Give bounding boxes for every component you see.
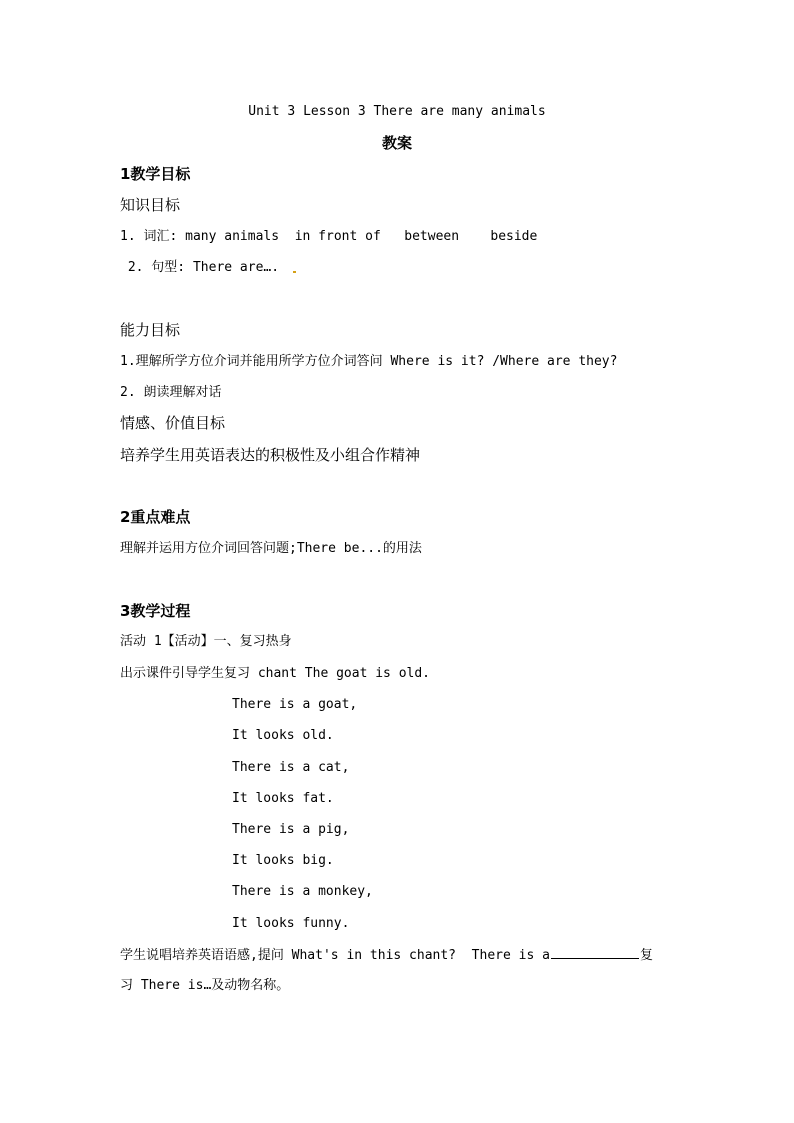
closing-tail: 复 <box>639 948 653 963</box>
closing-text: 学生说唱培养英语语感,提问 What's in this chant? There is a <box>120 948 550 963</box>
closing-line-2: 习 There is…及动物名称。 <box>120 978 290 993</box>
ability-label: 能力目标 <box>120 321 181 339</box>
chant-line: It looks funny. <box>232 916 350 931</box>
emotion-text: 培养学生用英语表达的积极性及小组合作精神 <box>120 446 421 464</box>
chant-line: It looks fat. <box>232 791 334 806</box>
pattern-line <box>120 259 296 277</box>
mark-dot <box>293 271 296 273</box>
ability-item-1: 1.理解所学方位介词并能用所学方位介词答问 Where is it? /Where are they? <box>120 354 618 369</box>
pattern-text: 2. 句型: There are…. <box>120 260 280 275</box>
chant-line: It looks big. <box>232 853 334 868</box>
intro-line: 出示课件引导学生复习 chant The goat is old. <box>120 666 431 681</box>
knowledge-label: 知识目标 <box>120 196 181 214</box>
ability-item-2: 2. 朗读理解对话 <box>120 385 222 400</box>
emotion-label: 情感、价值目标 <box>120 414 226 432</box>
chant-line: It looks old. <box>232 728 334 743</box>
chant-line: There is a pig, <box>232 822 350 837</box>
section3-heading: 3教学过程 <box>120 602 191 620</box>
answer-blank <box>551 946 639 959</box>
vocab-line: 1. 词汇: many animals in front of between beside <box>120 229 538 244</box>
document-subtitle: 教案 <box>381 134 412 152</box>
chant-line: There is a monkey, <box>232 884 373 899</box>
section2-text: 理解并运用方位介词回答问题;There be...的用法 <box>120 541 422 556</box>
activity-line: 活动 1【活动】一、复习热身 <box>120 634 292 649</box>
section1-heading: 1教学目标 <box>120 165 191 183</box>
section2-heading: 2重点难点 <box>120 508 191 526</box>
chant-line: There is a goat, <box>232 697 358 712</box>
document-title: Unit 3 Lesson 3 There are many animals <box>248 104 546 119</box>
chant-line: There is a cat, <box>232 760 350 775</box>
closing-line <box>120 946 653 965</box>
